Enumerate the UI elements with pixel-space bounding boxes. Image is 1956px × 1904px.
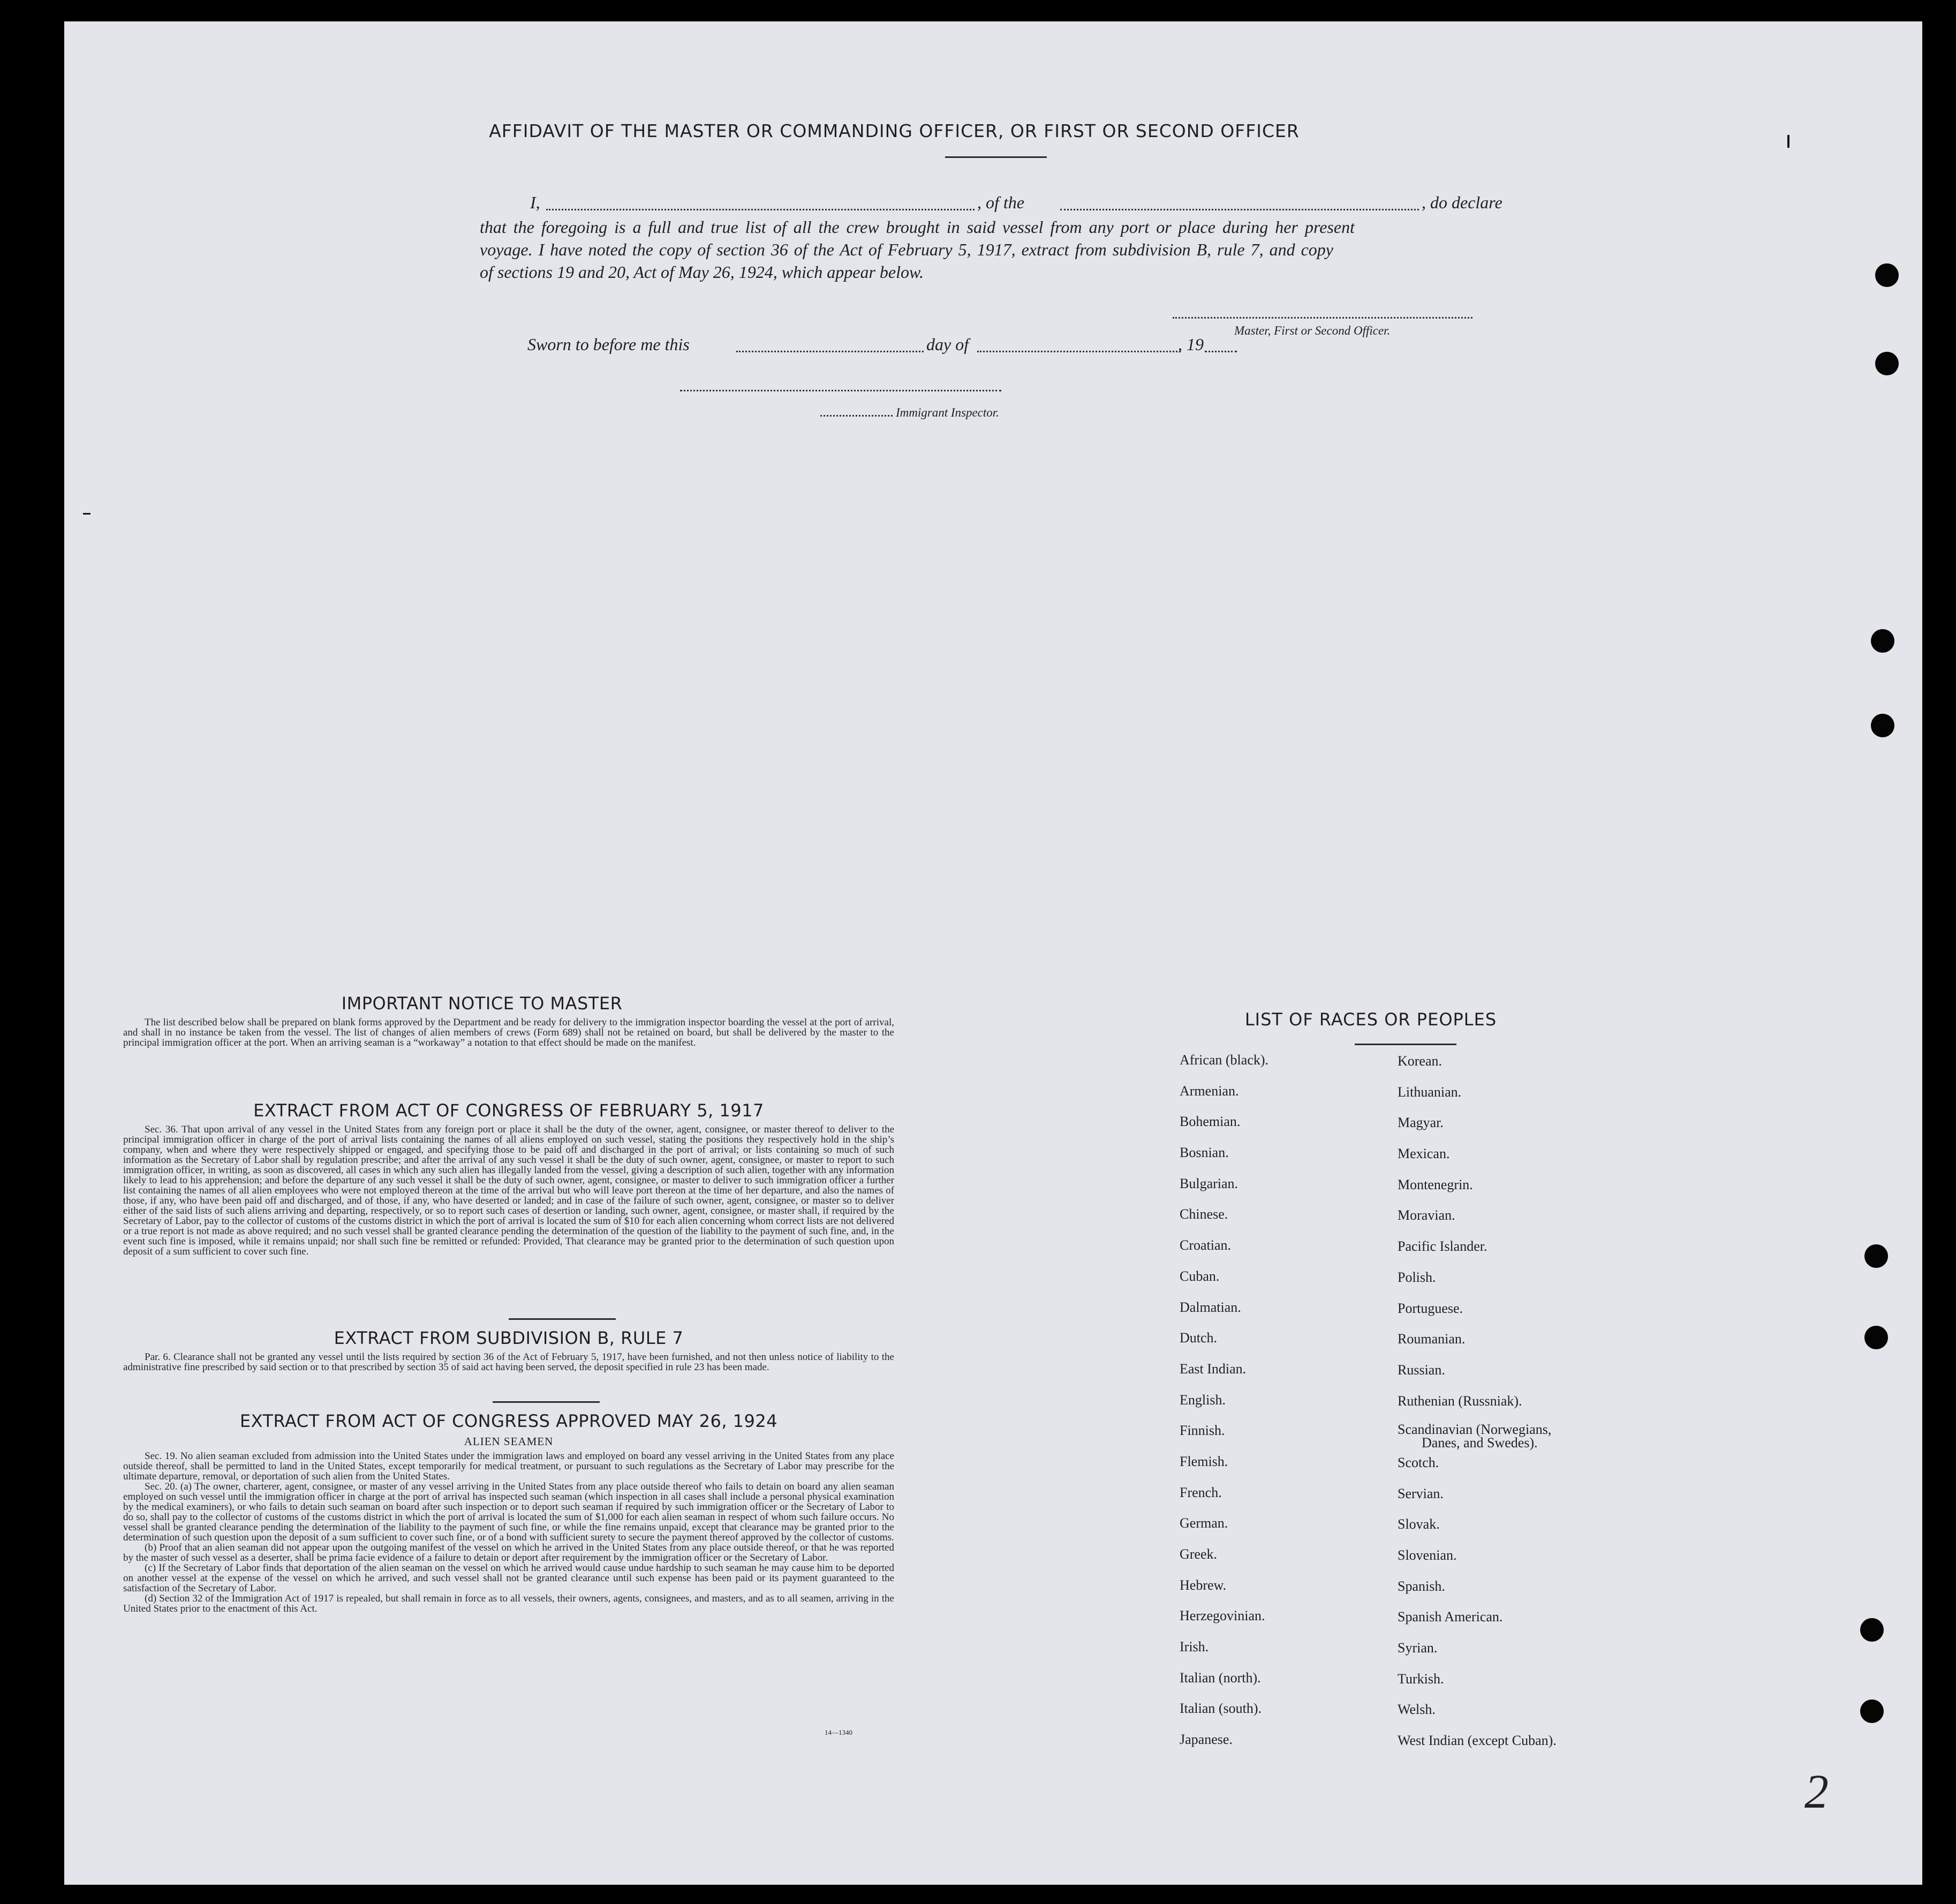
race-item: Chinese. (1180, 1206, 1228, 1222)
race-item: Montenegrin. (1398, 1176, 1473, 1192)
name-blank[interactable] (546, 209, 975, 210)
affidavit-line-4: of sections 19 and 20, Act of May 26, 1924, which appear below. (480, 262, 924, 282)
race-item: Japanese. (1180, 1732, 1233, 1748)
race-item: Scotch. (1398, 1454, 1439, 1470)
sworn-prefix: Sworn to before me this (527, 335, 690, 354)
race-item: Roumanian. (1398, 1331, 1466, 1347)
extract-1924-title: EXTRACT FROM ACT OF CONGRESS APPROVED MAY 26, 1924 (239, 1411, 778, 1431)
race-item: Italian (south). (1180, 1701, 1262, 1717)
affidavit-i-label: I, (530, 193, 540, 212)
extract-1917-title: EXTRACT FROM ACT OF CONGRESS OF FEBRUARY 5, 1917 (253, 1100, 764, 1121)
race-item: Hebrew. (1180, 1577, 1227, 1593)
race-item: Bulgarian. (1180, 1175, 1238, 1191)
races-divider (1355, 1044, 1456, 1045)
race-item: Cuban. (1180, 1268, 1220, 1284)
punch-hole (1864, 1326, 1888, 1349)
rule7-paragraph: Par. 6. Clearance shall not be granted any vessel until the lists required by section 36 of the Act of February 5, 1917, have been furnished, and not then unless notice of liability to the administrative fine prescribed by said section or to that prescribed by section 35 of said act having been served, the deposit specified in rule 23 has been made. (123, 1351, 894, 1373)
races-title: LIST OF RACES OR PEOPLES (1244, 1009, 1497, 1030)
punch-hole (1875, 263, 1899, 287)
extract-1917-body (123, 1124, 894, 1257)
extract-rule7-title: EXTRACT FROM SUBDIVISION B, RULE 7 (334, 1328, 684, 1348)
pencil-dash-mark (83, 513, 90, 515)
races-left-column (1180, 1051, 1268, 1762)
affidavit-line-2: that the foregoing is a full and true list of all the crew brought in said vessel from any port or place during her present (480, 217, 1355, 237)
section-20a-paragraph: Sec. 20. (a) The owner, charterer, agent, consignee, or master of any vessel arriving in the United States from any place outside thereof who fails to detain on board any alien seaman employed on such vessel until the immigration officer in charge at the port of arrival has inspected such seaman (which inspection in all cases shall include a personal physical examination by the medical examiners), or who fails to detain such seaman on board after such inspection or to deport such seaman if required by such immigration officer or the Secretary of Labor to do so, shall pay to the collector of customs of the customs district in which the port of arrival is located the sum of $1,000 for each alien seaman in respect of whom such failure occurs. No vessel shall be granted clearance pending the determination of the liability to the payment of such fine, or while the fine remains unpaid, except that clearance may be granted prior to the determination of such question upon the deposit of a sum sufficient to cover such fine, or of a bond with sufficient surety to secure the payment thereof approved by the collector of customs. (123, 1481, 894, 1543)
race-item: Turkish. (1398, 1671, 1444, 1687)
race-item-continuation: Danes, and Swedes). (1422, 1435, 1538, 1451)
punch-hole (1864, 1244, 1888, 1268)
extract-1924-body (123, 1451, 894, 1614)
race-item: Servian. (1398, 1485, 1444, 1501)
race-item: Welsh. (1398, 1702, 1436, 1718)
form-number: 14—1340 (825, 1728, 852, 1736)
race-item: German. (1180, 1515, 1228, 1531)
punch-hole (1860, 1699, 1884, 1723)
section-19-paragraph: Sec. 19. No alien seaman excluded from admission into the United States under the immigration laws and employed on board any vessel arriving in the United States from any place outside thereof, shall be permitted to land in the United States, except temporarily for medical treatment, or pursuant to such regulations as the Secretary of Labor may prescribe for the ultimate departure, removal, or deportation of such alien from the United States. (123, 1450, 894, 1482)
race-item: Bosnian. (1180, 1145, 1229, 1161)
affidavit-line-1 (530, 193, 1580, 214)
race-item: Herzegovinian. (1180, 1608, 1265, 1624)
notice-body (123, 1017, 894, 1048)
inspector-signature-line[interactable] (680, 390, 1001, 391)
race-item: English. (1180, 1392, 1226, 1408)
race-item: Lithuanian. (1398, 1084, 1462, 1100)
race-item: Irish. (1180, 1639, 1209, 1655)
race-item: Portuguese. (1398, 1300, 1463, 1316)
race-item: French. (1180, 1484, 1222, 1500)
race-item: Bohemian. (1180, 1114, 1241, 1130)
master-signature-label: Master, First or Second Officer. (1234, 324, 1391, 337)
form-page (64, 21, 1922, 1885)
race-item: East Indian. (1180, 1361, 1247, 1377)
punch-hole (1875, 352, 1899, 375)
affidavit-title: AFFIDAVIT OF THE MASTER OR COMMANDING OFFICER, OR FIRST OR SECOND OFFICER (489, 120, 1300, 141)
race-item: African (black). (1180, 1052, 1269, 1068)
section-36-paragraph: Sec. 36. That upon arrival of any vessel in the United States from any foreign port or place it shall be the duty of the owner, agent, consignee, or master thereof to deliver to the principal immigration officer in charge of the port of arrival lists containing the names of all aliens employed on such vessel, stating the positions they respectively hold in the ship’s company, when and where they were respectively shipped or engaged, and specifying those to be paid off and discharged in the port of arrival; or lists containing so much of such information as the Secretary of Labor shall by regulation prescribe; and after the arrival of any such vessel it shall be the duty of such owner, agent, consignee, or master to report to such immigration officer, in writing, as soon as discovered, all cases in which any such alien has illegally landed from the vessel, giving a description of such alien, together with any information likely to lead to his apprehension; and before the departure of any such vessel it shall be the duty of such owner, agent, consignee, or master to deliver to such immigration officer a further list containing the names of all alien employees who were not employed thereon at the time of the arrival but who will leave port thereon at the time of her departure, and also the names of those, if any, who have been paid off and discharged, and of those, if any, who have deserted or landed; and in case of the failure of such owner, agent, consignee, or master so to deliver either of the said lists of such aliens arriving and departing, respectively, or so to report such cases of desertion or landing, such owner, agent, consignee, or master shall, if required by the Secretary of Labor, pay to the collector of customs of the customs district in which the port of arrival is located the sum of $10 for each alien concerning whom correct lists are not delivered or a true report is not made as above required; and no such vessel shall be granted clearance pending the determination of the question of the liability to the payment of such fine, and, in the event such fine is imposed, while it remains unpaid; nor shall such fine be remitted or refunded: Provided, That clearance may be granted prior to the determination of such question upon deposit of a sum sufficient to cover such fine. (123, 1124, 894, 1257)
section-divider (493, 1401, 600, 1403)
handwritten-corner-mark: 2 (1804, 1765, 1829, 1818)
race-item: Polish. (1398, 1269, 1436, 1285)
pencil-tick-mark (1787, 135, 1789, 148)
race-item: Ruthenian (Russniak). (1398, 1393, 1522, 1409)
affidavit-declare-label: , do declare (1422, 193, 1502, 212)
vessel-blank[interactable] (1060, 209, 1419, 210)
title-divider (945, 156, 1047, 158)
race-item: West Indian (except Cuban). (1398, 1733, 1557, 1749)
sworn-month-blank[interactable] (977, 351, 1181, 352)
race-item: Spanish American. (1398, 1609, 1503, 1625)
race-item: Mexican. (1398, 1146, 1450, 1162)
race-item: Magyar. (1398, 1115, 1444, 1131)
race-item: Russian. (1398, 1362, 1445, 1378)
race-item: Dutch. (1180, 1330, 1218, 1346)
notice-paragraph: The list described below shall be prepared on blank forms approved by the Department and be ready for delivery to the immigration inspector boarding the vessel at the port of arrival, and shall in no instance be taken from the vessel. The list of changes of alien members of crews (Form 689) shall not be retained on board, but shall be delivered by the master to the principal immigration officer at the port. When an arriving seaman is a “workaway” a notation to that effect should be made on the manifest. (123, 1017, 894, 1048)
races-right-column (1398, 1052, 1557, 1763)
race-item: Dalmatian. (1180, 1299, 1241, 1315)
punch-hole (1871, 714, 1894, 737)
race-item: Finnish. (1180, 1423, 1225, 1439)
affidavit-line-3: voyage. I have noted the copy of section 36 of the Act of February 5, 1917, extract from subdivision B, rule 7, and copy (480, 240, 1333, 259)
extract-rule7-body (123, 1352, 894, 1372)
section-20c-paragraph: (c) If the Secretary of Labor finds that deportation of the alien seaman on the vessel on which he arrived would cause undue hardship to such seaman he may cause him to be deported on another vessel at the expense of the vessel on which he arrived, and such vessel shall not be granted clearance until such expense has been paid or its payment guaranteed to the satisfaction of the Secretary of Labor. (123, 1562, 894, 1594)
section-divider (509, 1318, 616, 1320)
punch-hole (1871, 629, 1894, 653)
race-item: Spanish. (1398, 1578, 1445, 1594)
race-item: Armenian. (1180, 1083, 1239, 1099)
inspector-signature-line-short (820, 415, 893, 417)
race-item: Korean. (1398, 1053, 1443, 1069)
alien-seamen-subtitle: ALIEN SEAMEN (464, 1435, 554, 1448)
sworn-day-blank[interactable] (736, 351, 924, 352)
section-20d-paragraph: (d) Section 32 of the Immigration Act of 1917 is repealed, but shall remain in force as to all vessels, their owners, agents, consignees, and masters, and as to all seamen, arriving in the United States prior to the enactment of this Act. (123, 1593, 894, 1614)
race-item: Moravian. (1398, 1207, 1455, 1223)
sworn-line (527, 335, 1331, 356)
inspector-signature-label: Immigrant Inspector. (896, 406, 999, 419)
race-item-two-line (1398, 1423, 1557, 1454)
race-item: Italian (north). (1180, 1669, 1261, 1686)
notice-title: IMPORTANT NOTICE TO MASTER (341, 993, 623, 1014)
punch-hole (1860, 1618, 1884, 1642)
affidavit-of-the-label: , of the (977, 193, 1024, 212)
race-item: Greek. (1180, 1546, 1218, 1562)
race-item: Pacific Islander. (1398, 1238, 1487, 1255)
section-20b-paragraph: (b) Proof that an alien seaman did not appear upon the outgoing manifest of the vessel on which he arrived in the United States from any place outside thereof, or that he was reported by the master of such vessel as a deserter, shall be prima facie evidence of a failure to detain or deport after requirement by the immigration officer or the Secretary of Labor. (123, 1542, 894, 1563)
race-item: Scandinavian (Norwegians, (1398, 1422, 1552, 1438)
sworn-year-blank[interactable] (1205, 351, 1237, 352)
race-item: Syrian. (1398, 1640, 1438, 1656)
race-item: Flemish. (1180, 1453, 1228, 1469)
race-item: Slovak. (1398, 1516, 1440, 1532)
race-item: Croatian. (1180, 1237, 1232, 1253)
sworn-year-label: , 19 (1178, 335, 1204, 354)
master-signature-line[interactable] (1173, 317, 1472, 319)
sworn-day-of-label: day of (926, 335, 969, 354)
race-item: Slovenian. (1398, 1547, 1457, 1563)
